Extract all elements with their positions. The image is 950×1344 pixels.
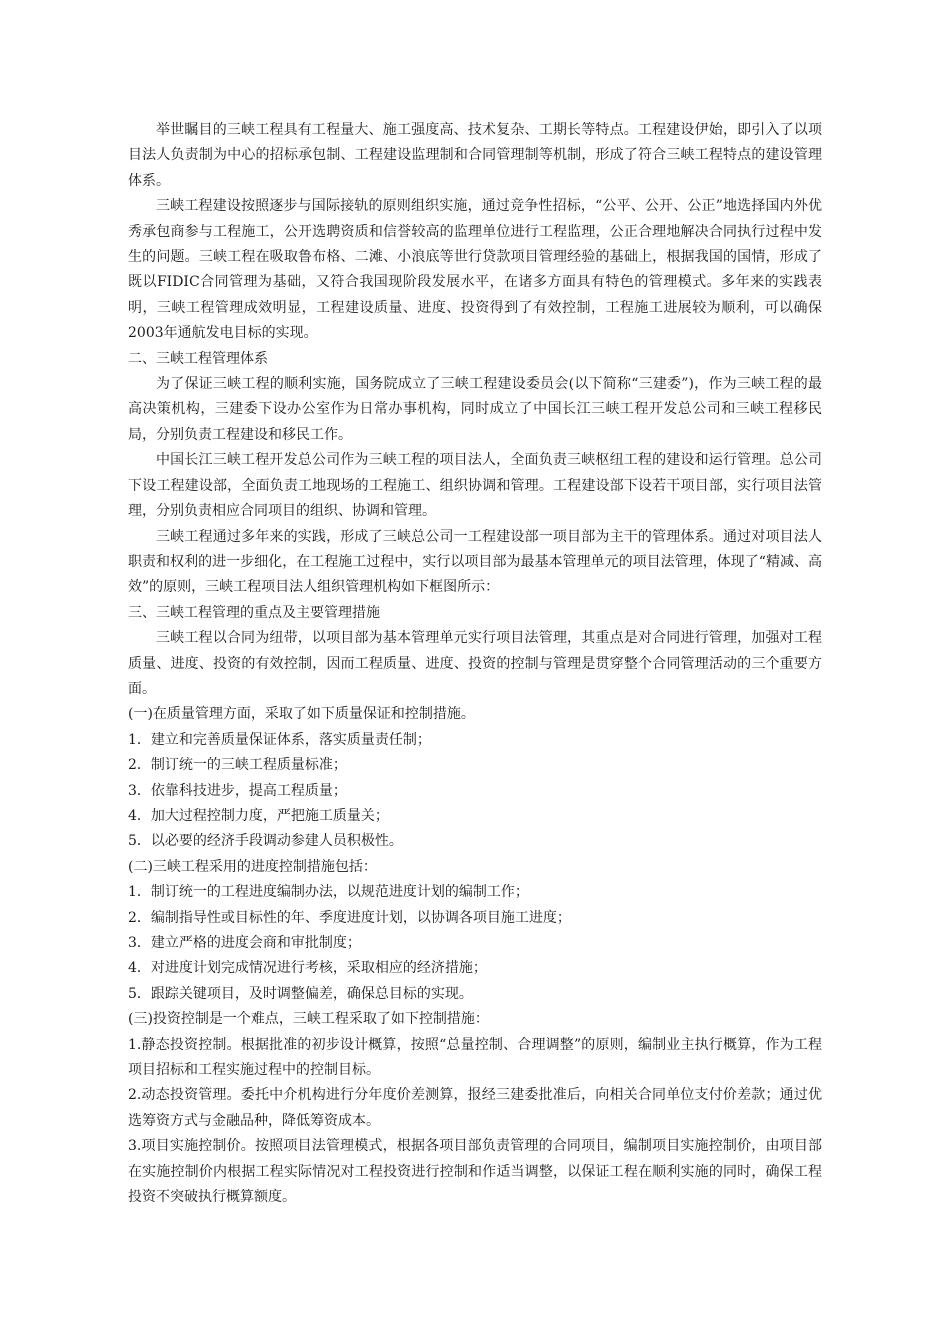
list-item: 4．对进度计划完成情况进行考核，采取相应的经济措施；: [128, 960, 487, 977]
document-body: [128, 118, 822, 1210]
list-item: 3．建立严格的进度会商和审批制度；: [128, 935, 361, 951]
list-item: 2．编制指导性或目标性的年、季度进度计划，以协调各项目施工进度；: [128, 909, 571, 926]
paragraph-section3-intro: 三峡工程以合同为纽带，以项目部为基本管理单元实行项目法管理，其重点是对合同进行管理，加强对工程质量、进度、投资的有效控制，因而工程质量、进度、投资的控制与管理是贯穿整个合同管理活动的三个重要方面。: [128, 630, 822, 697]
list-item: 3．依靠科技进步，提高工程质量；: [128, 782, 347, 799]
section-heading-management-system: 二、三峡工程管理体系: [128, 350, 268, 367]
list-item: 3.项目实施控制价。按照项目法管理模式，根据各项目部负责管理的合同项目，编制项目实施控制价，由项目部在实施控制价内根据工程实际情况对工程投资进行控制和作适当调整，以保证工程在顺利实施的同时，确保工程投资不突破执行概算额度。: [128, 1138, 822, 1206]
subheading-quality: (一)在质量管理方面，采取了如下质量保证和控制措施。: [128, 706, 475, 723]
paragraph-intro-2: 三峡工程建设按照逐步与国际接轨的原则组织实施，通过竞争性招标，“公平、公开、公正”地选择国内外优秀承包商参与工程施工，公开选聘资质和信誉较高的监理单位进行工程监理，公正合理地解决合同执行过程中发生的问题。三峡工程在吸取鲁布格、二滩、小浪底等世行贷款项目管理经验的基础上，根据我国的国情，形成了既以FIDIC合同管理为基础，又符合我国现阶段发展水平，在诸多方面具有特色的管理模式。多年来的实践表明，三峡工程管理成效明显，工程建设质量、进度、投资得到了有效控制，工程施工进展较为顺利，可以确保2003年通航发电目标的实现。: [128, 198, 822, 342]
subheading-schedule: (二)三峡工程采用的进度控制措施包括：: [128, 858, 377, 875]
list-item: 4．加大过程控制力度，严把施工质量关；: [128, 807, 389, 824]
paragraph-section2-1: 为了保证三峡工程的顺利实施，国务院成立了三峡工程建设委员会(以下简称“三建委”)，作为三峡工程的最高决策机构，三建委下设办公室作为日常办事机构，同时成立了中国长江三峡工程开发总公司和三峡工程移民局，分别负责工程建设和移民工作。: [128, 376, 822, 443]
list-item: 2.动态投资管理。委托中介机构进行分年度价差测算，报经三建委批准后，向相关合同单位支付价差款；通过优选筹资方式与金融品种，降低筹资成本。: [128, 1087, 822, 1129]
list-item: 5．跟踪关键项目，及时调整偏差，确保总目标的实现。: [128, 985, 473, 1002]
list-item: 2．制订统一的三峡工程质量标准；: [128, 757, 347, 774]
list-item: 5．以必要的经济手段调动参建人员积极性。: [128, 833, 403, 850]
list-item: 1．建立和完善质量保证体系，落实质量责任制；: [128, 731, 431, 748]
list-item: 1.静态投资控制。根据批准的初步设计概算，按照“总量控制、合理调整”的原则，编制业主执行概算，作为工程项目招标和工程实施过程中的控制目标。: [128, 1036, 822, 1079]
paragraph-intro-1: 举世瞩目的三峡工程具有工程量大、施工强度高、技术复杂、工期长等特点。工程建设伊始，即引入了以项目法人负责制为中心的招标承包制、工程建设监理制和合同管理制等机制，形成了符合三峡工程特点的建设管理体系。: [128, 122, 822, 189]
paragraph-section2-2: 中国长江三峡工程开发总公司作为三峡工程的项目法人，全面负责三峡枢纽工程的建设和运行管理。总公司下设工程建设部，全面负责工地现场的工程施工、组织协调和管理。工程建设部下设若干项目部，实行项目法管理，分别负责相应合同项目的组织、协调和管理。: [128, 452, 822, 520]
subheading-investment: (三)投资控制是一个难点，三峡工程采取了如下控制措施：: [128, 1011, 489, 1028]
list-item: 1．制订统一的工程进度编制办法，以规范进度计划的编制工作；: [128, 884, 529, 901]
section-heading-key-measures: 三、三峡工程管理的重点及主要管理措施: [128, 604, 380, 621]
paragraph-section2-3: 三峡工程通过多年来的实践，形成了三峡总公司一工程建设部一项目部为主干的管理体系。通过对项目法人职责和权利的进一步细化，在工程施工过程中，实行以项目部为最基本管理单元的项目法管理，体现了“精减、高效”的原则，三峡工程项目法人组织管理机构如下框图所示：: [128, 528, 822, 596]
